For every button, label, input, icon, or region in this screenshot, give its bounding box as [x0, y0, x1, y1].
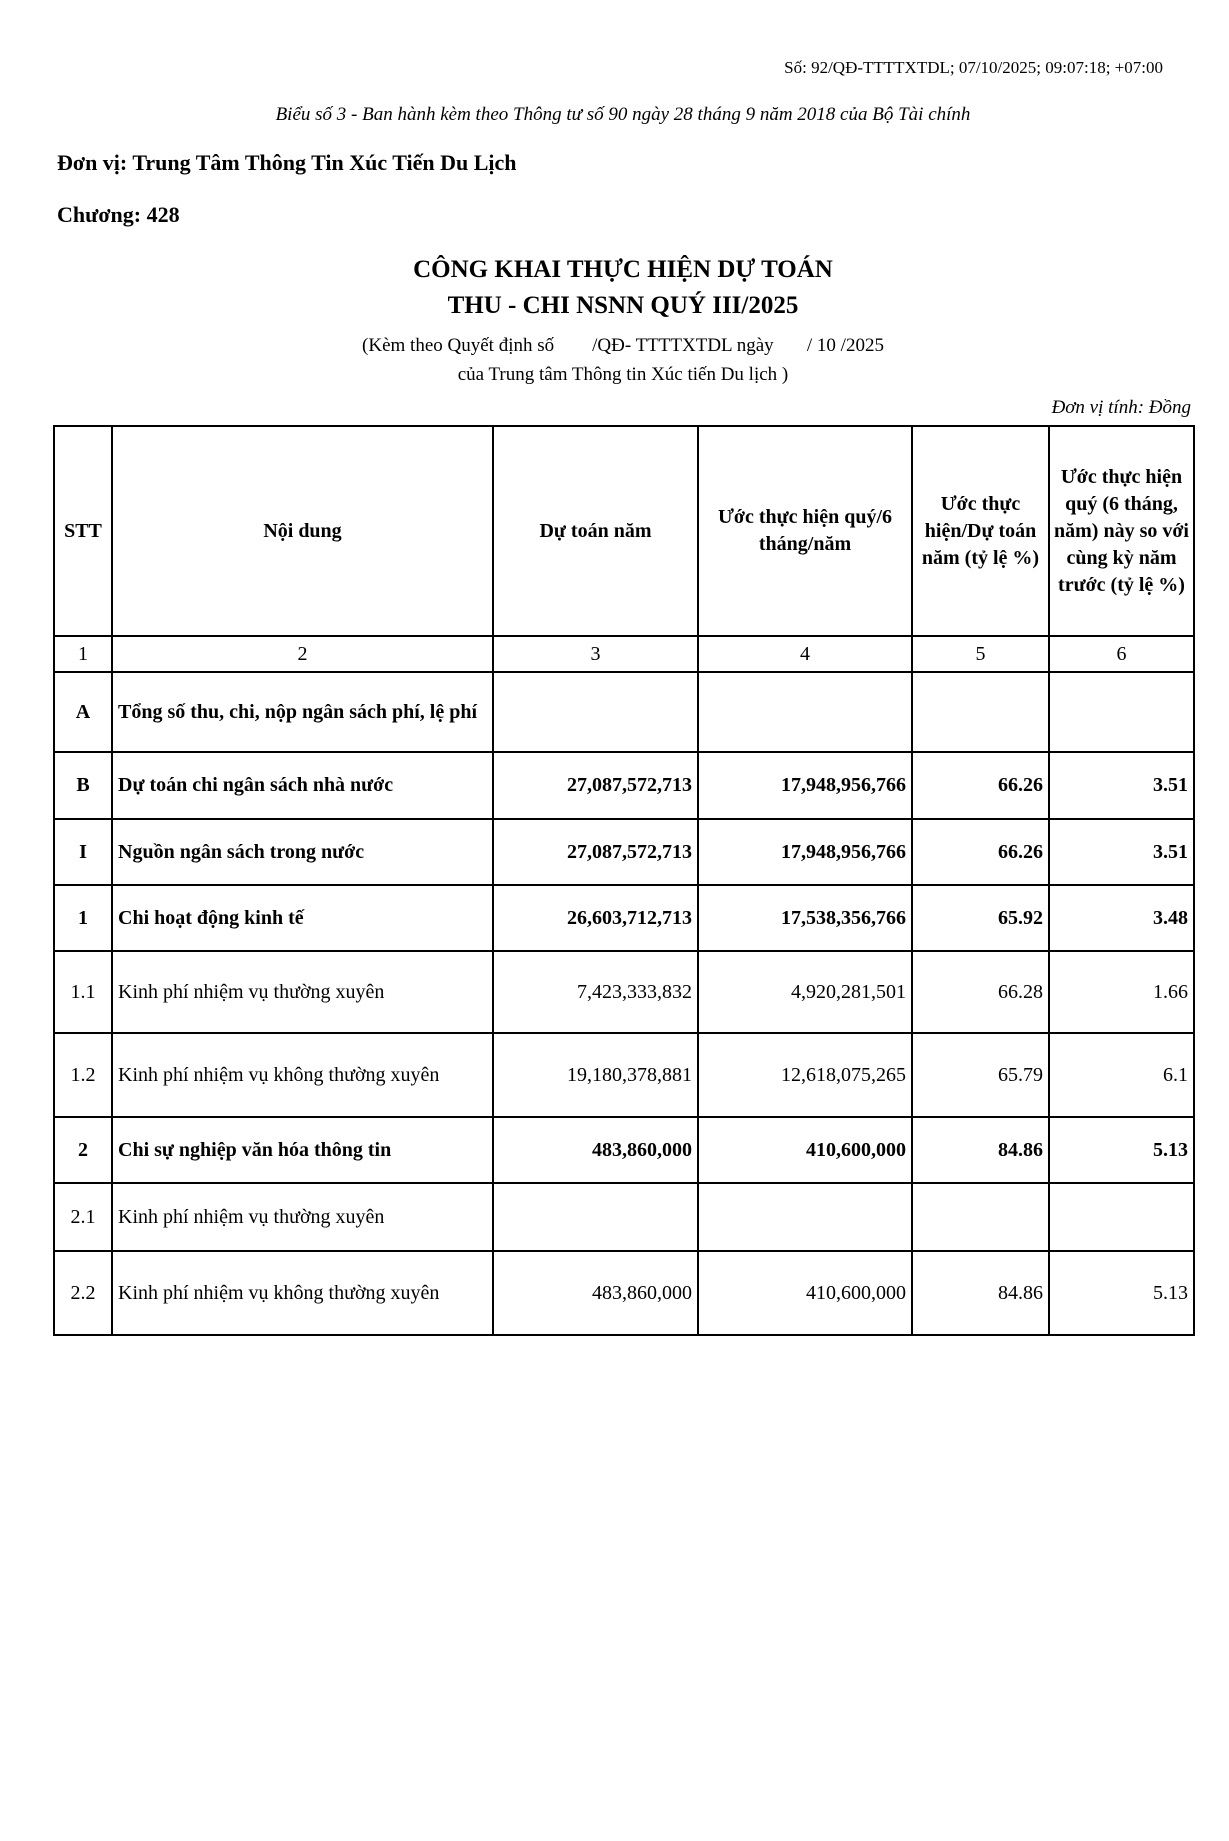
ty-le-cell [912, 672, 1049, 752]
so-voi-cung-ky-cell: 3.48 [1049, 885, 1194, 951]
table-row [54, 1117, 1194, 1183]
ty-le-cell: 84.86 [912, 1117, 1049, 1183]
ty-le-cell: 66.26 [912, 752, 1049, 819]
table-row [54, 951, 1194, 1033]
column-numbering-row [54, 636, 1194, 672]
stt-cell: I [54, 819, 112, 885]
content-cell: Chi sự nghiệp văn hóa thông tin [112, 1117, 493, 1183]
stt-cell: 2 [54, 1117, 112, 1183]
subtitle-block [53, 331, 1193, 390]
ty-le-cell: 84.86 [912, 1251, 1049, 1335]
ty-le-cell: 66.26 [912, 819, 1049, 885]
so-voi-cung-ky-cell: 1.66 [1049, 951, 1194, 1033]
page-title-line1: CÔNG KHAI THỰC HIỆN DỰ TOÁN [413, 256, 833, 283]
stt-cell: 2.1 [54, 1183, 112, 1251]
content-cell: Kinh phí nhiệm vụ thường xuyên [112, 951, 493, 1033]
table-body [54, 672, 1194, 1335]
uoc-thuc-hien-cell: 4,920,281,501 [698, 951, 912, 1033]
header-ty-le: Ước thực hiện/Dự toán năm (tỷ lệ %) [912, 426, 1049, 636]
uoc-thuc-hien-cell: 17,538,356,766 [698, 885, 912, 951]
page-title-line2: THU - CHI NSNN QUÝ III/2025 [447, 292, 799, 320]
so-voi-cung-ky-cell [1049, 672, 1194, 752]
du-toan-nam-cell: 27,087,572,713 [493, 819, 698, 885]
so-voi-cung-ky-cell [1049, 1183, 1194, 1251]
du-toan-nam-cell: 27,087,572,713 [493, 752, 698, 819]
uoc-thuc-hien-cell: 17,948,956,766 [698, 819, 912, 885]
table-row [54, 752, 1194, 819]
ty-le-cell: 65.92 [912, 885, 1049, 951]
stt-cell: A [54, 672, 112, 752]
ty-le-cell [912, 1183, 1049, 1251]
circular-note: Biểu số 3 - Ban hành kèm theo Thông tư số 90 ngày 28 tháng 9 năm 2018 của Bộ Tài chính [275, 104, 971, 125]
header-uoc-thuc-hien: Ước thực hiện quý/6 tháng/năm [698, 426, 912, 636]
column-number: 1 [54, 636, 112, 672]
uoc-thuc-hien-cell: 17,948,956,766 [698, 752, 912, 819]
stt-cell: 1.2 [54, 1033, 112, 1117]
content-cell: Kinh phí nhiệm vụ không thường xuyên [112, 1251, 493, 1335]
subtitle-line2: của Trung tâm Thông tin Xúc tiến Du lịch ) [457, 363, 789, 385]
du-toan-nam-cell: 19,180,378,881 [493, 1033, 698, 1117]
du-toan-nam-cell: 26,603,712,713 [493, 885, 698, 951]
subtitle-line1: (Kèm theo Quyết định số /QĐ- TTTTXTDL ngày / 10 /2025 [362, 334, 884, 356]
table-row [54, 1183, 1194, 1251]
header-noi-dung: Nội dung [112, 426, 493, 636]
stt-cell: 2.2 [54, 1251, 112, 1335]
table-row [54, 672, 1194, 752]
column-number: 4 [698, 636, 912, 672]
table-row [54, 1251, 1194, 1335]
so-voi-cung-ky-cell: 5.13 [1049, 1117, 1194, 1183]
column-number: 6 [1049, 636, 1194, 672]
uoc-thuc-hien-cell: 410,600,000 [698, 1117, 912, 1183]
table-header-row [54, 426, 1194, 636]
uoc-thuc-hien-cell [698, 672, 912, 752]
title-block [53, 252, 1193, 325]
ty-le-cell: 65.79 [912, 1033, 1049, 1117]
content-cell: Tổng số thu, chi, nộp ngân sách phí, lệ phí [112, 672, 493, 752]
du-toan-nam-cell [493, 1183, 698, 1251]
content-cell: Nguồn ngân sách trong nước [112, 819, 493, 885]
table-row [54, 885, 1194, 951]
uoc-thuc-hien-cell: 12,618,075,265 [698, 1033, 912, 1117]
header-so-voi-cung-ky: Ước thực hiện quý (6 tháng, năm) này so với cùng kỳ năm trước (tỷ lệ %) [1049, 426, 1194, 636]
uoc-thuc-hien-cell: 410,600,000 [698, 1251, 912, 1335]
content-cell: Chi hoạt động kinh tế [112, 885, 493, 951]
unit-line: Đơn vị: Trung Tâm Thông Tin Xúc Tiến Du Lịch [57, 150, 517, 175]
header-stt: STT [54, 426, 112, 636]
doc-number-line: Số: 92/QĐ-TTTTXTDL; 07/10/2025; 09:07:18; +07:00 [784, 58, 1163, 77]
budget-table [53, 425, 1195, 1336]
currency-unit-note: Đơn vị tính: Đồng [1051, 397, 1191, 419]
chapter-line: Chương: 428 [57, 202, 180, 227]
ty-le-cell: 66.28 [912, 951, 1049, 1033]
so-voi-cung-ky-cell: 3.51 [1049, 819, 1194, 885]
table-row [54, 819, 1194, 885]
du-toan-nam-cell: 7,423,333,832 [493, 951, 698, 1033]
du-toan-nam-cell [493, 672, 698, 752]
content-cell: Kinh phí nhiệm vụ thường xuyên [112, 1183, 493, 1251]
header-du-toan-nam: Dự toán năm [493, 426, 698, 636]
column-number: 2 [112, 636, 493, 672]
column-number: 5 [912, 636, 1049, 672]
stt-cell: 1 [54, 885, 112, 951]
table-row [54, 1033, 1194, 1117]
column-number: 3 [493, 636, 698, 672]
so-voi-cung-ky-cell: 3.51 [1049, 752, 1194, 819]
uoc-thuc-hien-cell [698, 1183, 912, 1251]
content-cell: Kinh phí nhiệm vụ không thường xuyên [112, 1033, 493, 1117]
du-toan-nam-cell: 483,860,000 [493, 1251, 698, 1335]
so-voi-cung-ky-cell: 6.1 [1049, 1033, 1194, 1117]
stt-cell: 1.1 [54, 951, 112, 1033]
stt-cell: B [54, 752, 112, 819]
content-cell: Dự toán chi ngân sách nhà nước [112, 752, 493, 819]
so-voi-cung-ky-cell: 5.13 [1049, 1251, 1194, 1335]
du-toan-nam-cell: 483,860,000 [493, 1117, 698, 1183]
